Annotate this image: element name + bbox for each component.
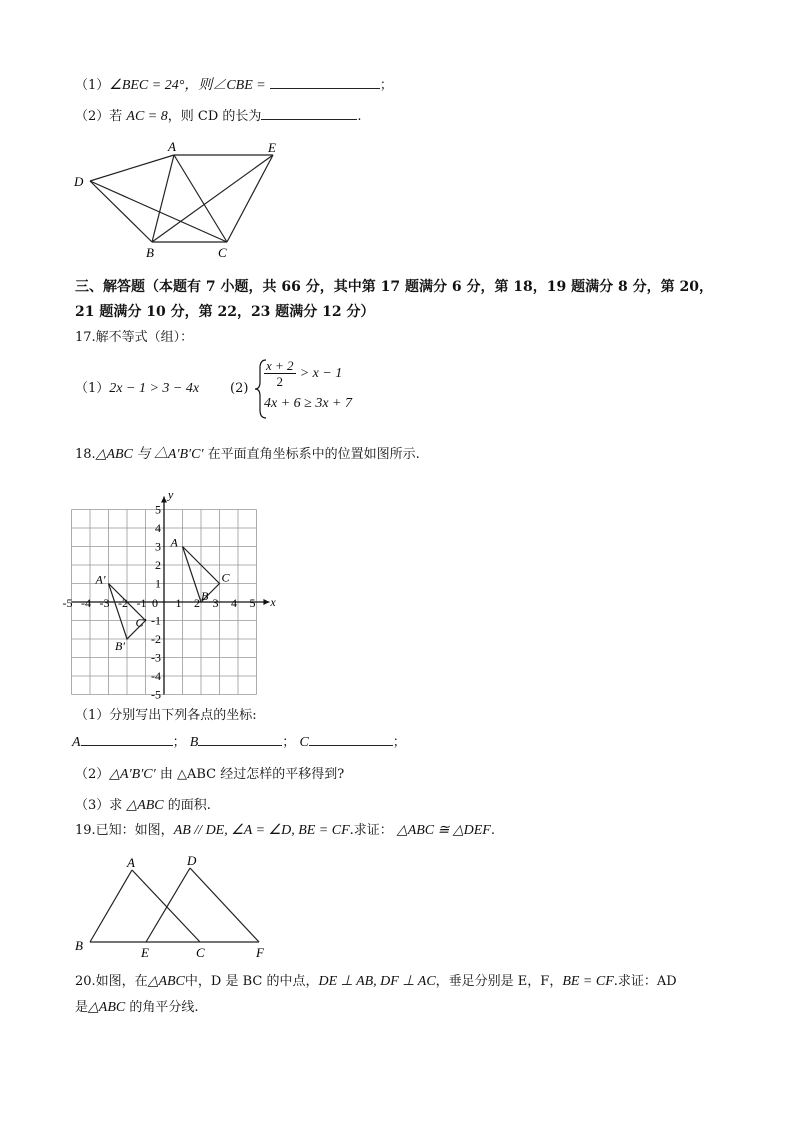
y-tick-label: -5: [151, 687, 161, 702]
q20-line2-prefix: 是: [75, 1000, 89, 1015]
q18-blank-b-label: B: [189, 735, 199, 750]
q18-part2-formula: △A′B′C′: [109, 767, 156, 782]
q16-part1: [75, 76, 393, 95]
q18-title: [75, 446, 420, 464]
q20-line1-text2: ，垂足分别是 E，F，: [435, 974, 563, 989]
q19-label-f: F: [256, 945, 264, 960]
section3-title-line2: 21 题满分 10 分，第 22，23 题满分 12 分）: [75, 304, 375, 320]
q16-label-a: A: [168, 139, 176, 154]
q18-part2-text: 由 △ABC 经过怎样的平移得到?: [159, 767, 345, 782]
point-label-a: A: [170, 535, 178, 550]
q16-figure: [70, 138, 310, 263]
q18-blank-c[interactable]: [309, 733, 393, 746]
q18-title-text: 在平面直角坐标系中的位置如图所示.: [207, 447, 420, 462]
y-axis-label: y: [168, 487, 174, 502]
q18-part3-formula: △ABC: [126, 798, 164, 813]
q20-line1-formula: DE ⊥ AB, DF ⊥ AC: [318, 974, 436, 989]
q18-part2-prefix: （2）: [75, 767, 110, 782]
x-axis-arrow: [263, 599, 269, 605]
q19-title-mid: .求证：: [349, 823, 393, 838]
point-label-c: C: [221, 570, 230, 585]
q17-part2-label: (2): [230, 381, 249, 396]
q16-label-c: C: [218, 245, 227, 260]
point-label-c1: C′: [135, 615, 147, 630]
q17-title: 17.解不等式（组）：: [75, 330, 194, 345]
y-tick-label: 1: [155, 576, 161, 591]
q16-part2-end: .: [357, 109, 362, 124]
q20-line1-prefix: 20.如图，在: [75, 974, 148, 989]
section3-title-line1: 三、解答题（本题有 7 小题，共 66 分，其中第 17 题满分 6 分，第 18，19 题满分 8 分，第 20，: [75, 279, 713, 295]
q20-line1-text3: .求证：AD: [613, 974, 677, 989]
q18-blank-b[interactable]: [198, 733, 282, 746]
x-tick-label: 5: [249, 596, 256, 610]
q17-system: [264, 358, 352, 414]
q16-part2-text: ，则 CD 的长为: [167, 109, 262, 124]
x-axis-label: x: [270, 595, 276, 609]
q16-part1-prefix: （1）: [75, 78, 110, 93]
q17-fraction-num: x + 2: [266, 358, 294, 373]
q18-blank-a[interactable]: [81, 733, 173, 746]
y-tick-label: -1: [151, 613, 161, 628]
q16-part2: [75, 107, 362, 126]
q16-part1-answer-blank[interactable]: [270, 76, 380, 89]
q18-part3-text: 的面积.: [167, 798, 211, 813]
q18-part3: [75, 797, 211, 815]
q18-sep-3: ；: [392, 735, 406, 750]
q19-title-proof: △ABC ≅ △DEF: [396, 823, 491, 838]
q17-system-line1: [264, 358, 352, 394]
q19-label-b: B: [75, 938, 83, 953]
q20-line2: [75, 999, 199, 1017]
q18-coordinate-grid: [62, 480, 300, 702]
q20-line2-text: 的角平分线.: [129, 1000, 199, 1015]
q16-label-e: E: [268, 140, 276, 155]
q17-system-line1-rest: > x − 1: [299, 366, 343, 381]
q19-label-d: D: [187, 853, 197, 868]
q18-part2: [75, 766, 344, 784]
q18-blank-a-label: A: [72, 735, 81, 750]
y-tick-label: -4: [151, 669, 161, 683]
q16-part1-end: ；: [379, 78, 393, 93]
q18-title-formula: △ABC 与 △A′B′C′: [95, 447, 204, 462]
q19-title-prefix: 19.已知：如图，: [75, 823, 174, 838]
q19-label-a: A: [127, 855, 135, 870]
q18-part3-prefix: （3）求: [75, 798, 123, 813]
x-tick-label: 3: [212, 596, 219, 610]
x-tick-label: 0: [152, 596, 158, 610]
q19-title-formula: AB // DE, ∠A = ∠D, BE = CF: [173, 823, 350, 838]
x-tick-label: -4: [81, 596, 91, 610]
q19-title-end: .: [490, 823, 495, 838]
q19-label-e: E: [141, 945, 149, 960]
y-tick-label: 4: [155, 521, 161, 535]
point-label-b: B: [201, 589, 209, 603]
y-tick-label: 3: [155, 539, 161, 554]
q16-label-b: B: [146, 245, 154, 260]
q17-system-line2: [264, 394, 352, 414]
y-tick-label: -3: [151, 650, 161, 665]
q20-line1: [75, 973, 677, 991]
x-tick-label: -1: [136, 596, 147, 610]
q16-part2-answer-blank[interactable]: [261, 107, 357, 120]
x-tick-label: -2: [118, 596, 128, 610]
y-axis-arrow: [161, 497, 167, 503]
q18-title-prefix: 18.: [75, 447, 96, 462]
q20-line1-text: 中，D 是 BC 的中点，: [184, 974, 319, 989]
x-tick-label: -3: [99, 596, 110, 610]
q18-sep-1: ；: [172, 735, 186, 750]
x-tick-label: 2: [194, 596, 200, 610]
q20-line2-tri: △ABC: [88, 1000, 126, 1015]
x-tick-label: 4: [231, 596, 237, 610]
y-tick-label: 5: [155, 502, 161, 517]
q16-part2-prefix: （2）若: [75, 109, 123, 124]
q17-part1-label: （1）: [75, 381, 110, 396]
point-label-b1: B′: [115, 639, 125, 653]
q16-label-d: D: [74, 174, 84, 189]
q17-fraction: [264, 358, 296, 389]
q18-blanks: [72, 733, 406, 752]
x-tick-label: -5: [62, 596, 73, 610]
q20-line1-formula2: BE = CF: [562, 974, 614, 989]
q20-line1-tri: △ABC: [147, 974, 185, 989]
q18-sep-2: ；: [282, 735, 296, 750]
q19-figure: [70, 850, 280, 962]
q17-fraction-den: 2: [276, 374, 284, 389]
point-label-a1: A′: [95, 572, 106, 587]
q18-part1: （1）分别写出下列各点的坐标:: [75, 708, 257, 723]
q17-part1: [75, 380, 199, 398]
q19-label-c: C: [196, 945, 205, 960]
q17-part1-formula: 2x − 1 > 3 − 4x: [109, 381, 200, 396]
y-tick-label: 2: [155, 558, 161, 572]
q16-part2-formula: AC = 8: [126, 109, 168, 124]
y-tick-label: -2: [151, 632, 161, 646]
q19-title: [75, 822, 495, 840]
q16-part1-formula: ∠BEC = 24°，则∠CBE =: [109, 78, 266, 93]
q17-system-line2-formula: 4x + 6 ≥ 3x + 7: [264, 396, 353, 411]
x-tick-label: 1: [175, 596, 182, 610]
q18-blank-c-label: C: [299, 735, 309, 750]
